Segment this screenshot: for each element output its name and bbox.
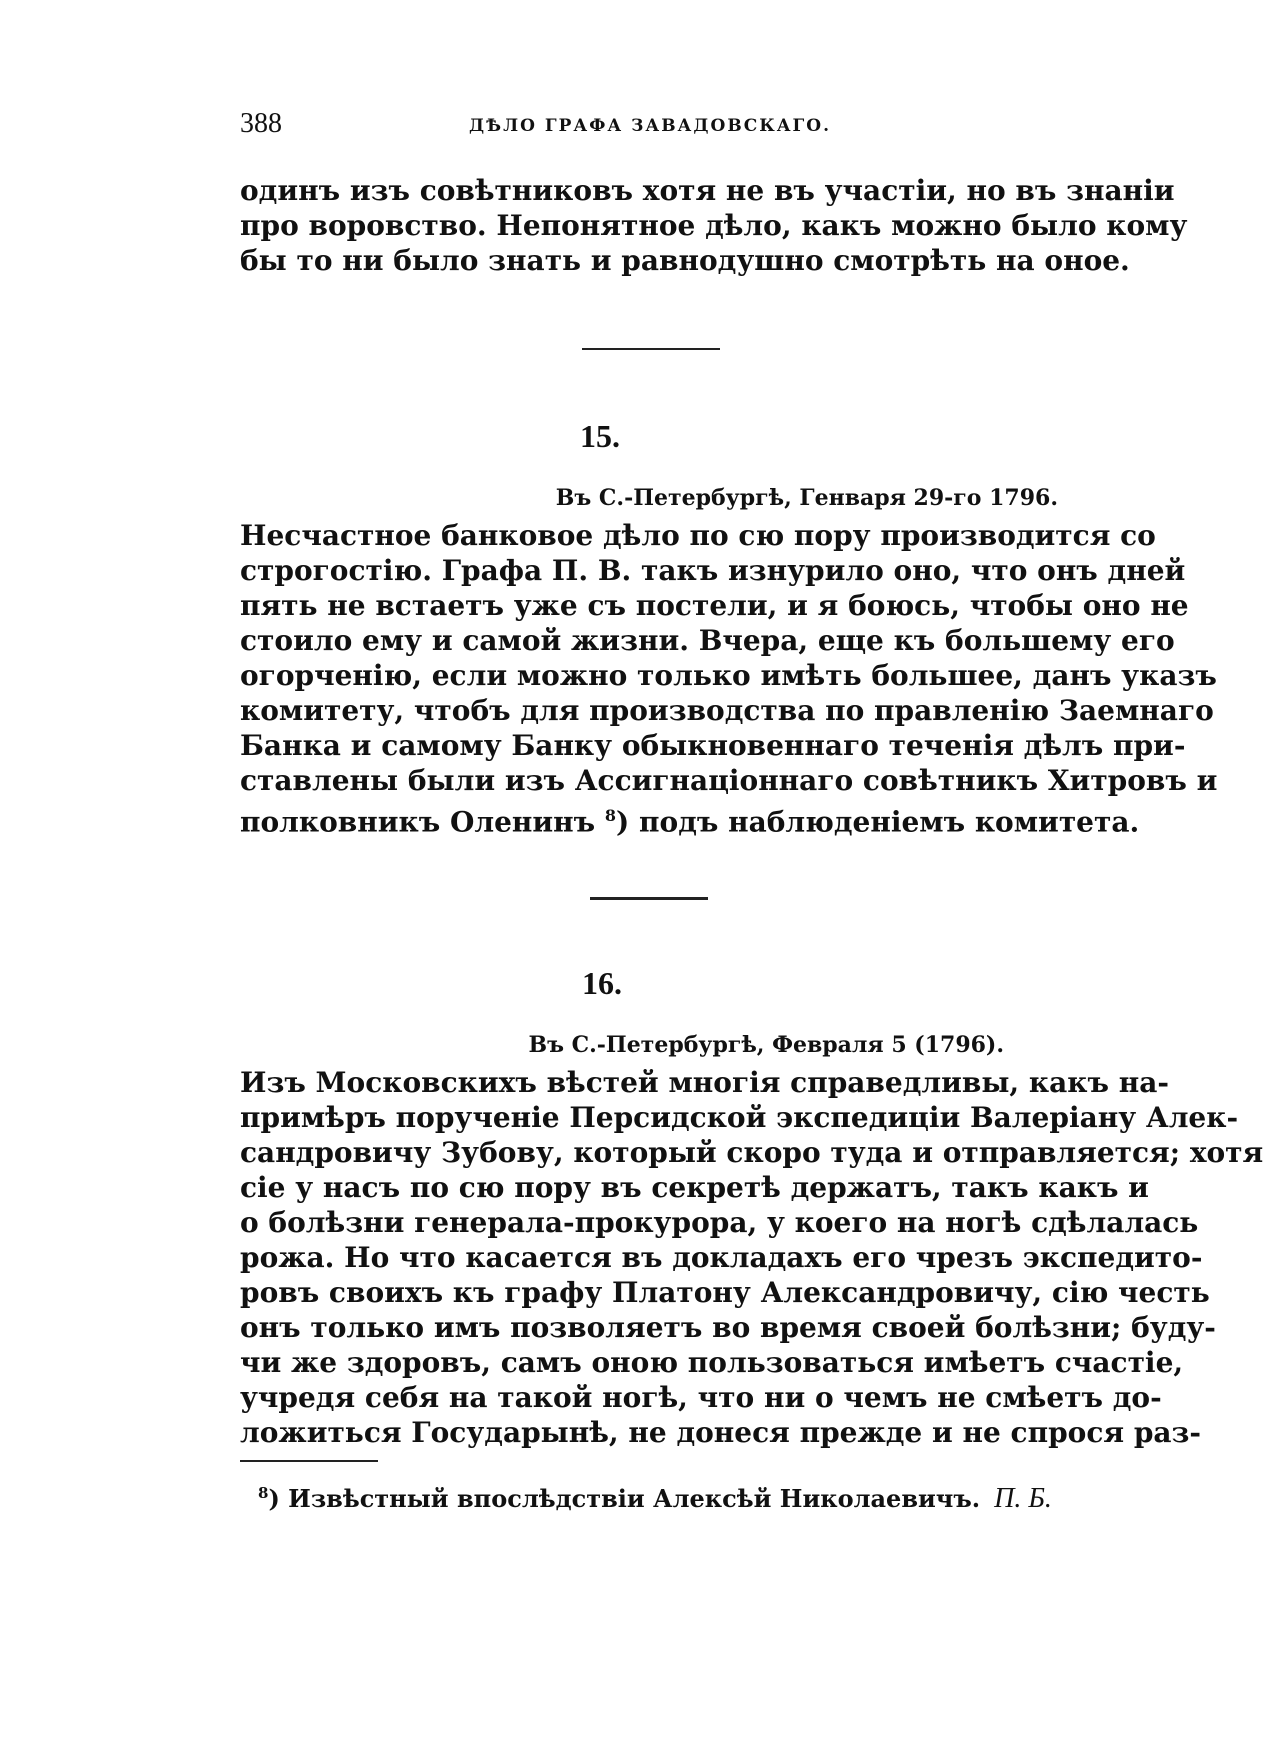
paragraph-continuation — [240, 173, 1188, 278]
page-number: 388 — [240, 108, 282, 139]
text-line: сіе у насъ по сю пору въ секретѣ держатъ, такъ какъ и — [240, 1171, 1149, 1204]
section-divider — [582, 348, 720, 350]
text-line: пять не встаетъ уже съ постели, и я боюсь, чтобы оно не — [240, 589, 1189, 622]
text-line: огорченію, если можно только имѣть большее, данъ указъ — [240, 659, 1217, 692]
text-line: учредя себя на такой ногѣ, что ни о чемъ не смѣетъ до- — [240, 1381, 1162, 1414]
text-line: о болѣзни генерала-прокурора, у коего на ногѣ сдѣлалась — [240, 1206, 1199, 1239]
text-line: комитету, чтобъ для производства по правленію Заемнаго — [240, 694, 1214, 727]
text-line: чи же здоровъ, самъ оною пользоваться имѣетъ счастіе, — [240, 1346, 1184, 1379]
text-line: онъ только имъ позволяетъ во время своей болѣзни; буду- — [240, 1311, 1216, 1344]
footnote-mark: 8 — [258, 1484, 269, 1502]
page-header — [240, 108, 1060, 148]
text-line: бы то ни было знать и равнодушно смотрѣть на оное. — [240, 244, 1130, 277]
text-line: сандровичу Зубову, который скоро туда и отправляется; хотя — [240, 1136, 1263, 1169]
text-line: рожа. Но что касается въ докладахъ его чрезъ экспедито- — [240, 1241, 1203, 1274]
text-line: ровъ своихъ къ графу Платону Александровичу, сію честь — [240, 1276, 1210, 1309]
footnote — [258, 1483, 1052, 1515]
text-line: ставлены были изъ Ассигнаціоннаго совѣтникъ Хитровъ и — [240, 764, 1218, 797]
running-head: ДѢЛО ГРАФА ЗАВАДОВСКАГО. — [468, 116, 832, 136]
text-fragment: ) подъ наблюденіемъ комитета. — [616, 805, 1140, 839]
section-number: 16. — [582, 965, 622, 1001]
dateline: Въ С.-Петербургѣ, Генваря 29-го 1796. — [555, 485, 1058, 511]
dateline: Въ С.-Петербургѣ, Февраля 5 (1796). — [528, 1032, 1004, 1058]
text-line: примѣръ порученіе Персидской экспедиціи Валеріану Алек- — [240, 1101, 1239, 1134]
text-line: одинъ изъ совѣтниковъ хотя не въ участіи, но въ знаніи — [240, 174, 1175, 207]
section-divider — [590, 897, 708, 900]
text-line: Несчастное банковое дѣло по сю пору производится со — [240, 519, 1156, 552]
text-line: Изъ Московскихъ вѣстей многія справедливы, какъ на- — [240, 1066, 1169, 1099]
footnote-signature: П. Б. — [994, 1483, 1052, 1514]
text-line — [240, 798, 1140, 839]
footnote-separator — [240, 1460, 378, 1462]
text-fragment: полковникъ Оленинъ — [240, 805, 605, 839]
text-line: строгостію. Графа П. В. такъ изнурило оно, что онъ дней — [240, 554, 1186, 587]
section-number: 15. — [580, 418, 620, 454]
footnote-text: ) Извѣстный впослѣдствіи Алексѣй Николаевичъ. — [268, 1484, 981, 1513]
letter-15-body — [240, 518, 1218, 839]
text-line: Банка и самому Банку обыкновеннаго теченія дѣлъ при- — [240, 729, 1186, 762]
text-line: про воровство. Непонятное дѣло, какъ можно было кому — [240, 209, 1188, 242]
footnote-reference: 8 — [604, 806, 617, 825]
letter-16-body — [240, 1065, 1263, 1450]
text-line: стоило ему и самой жизни. Вчера, еще къ большему его — [240, 624, 1175, 657]
text-line: ложиться Государынѣ, не донеся прежде и не спрося раз- — [240, 1416, 1202, 1449]
